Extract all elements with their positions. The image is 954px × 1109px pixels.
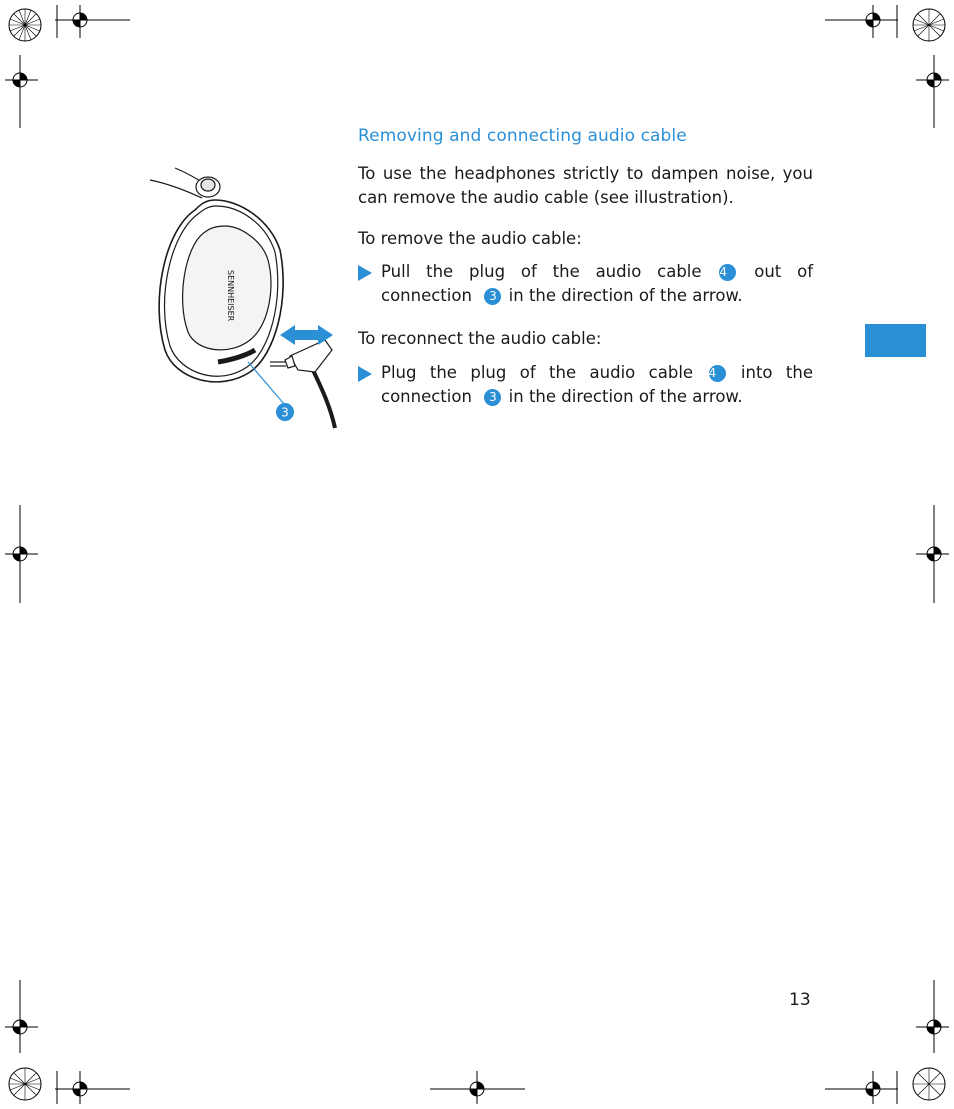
- remove-label: To remove the audio cable:: [358, 229, 582, 248]
- callout-badge: 4: [709, 365, 726, 382]
- brand-logo-text: SENNHEISER: [226, 270, 235, 322]
- reconnect-step-line2: connection 3 in the direction of the arrow.: [381, 387, 743, 406]
- reconnect-label: To reconnect the audio cable:: [358, 329, 602, 348]
- chapter-tab-marker: [865, 324, 926, 357]
- bullet-arrow-icon: [358, 366, 372, 382]
- callout-badge: 3: [484, 288, 501, 305]
- remove-step-line1: Pull the plug of the audio cable 4 out of: [381, 262, 814, 281]
- reconnect-step: [358, 361, 813, 409]
- callout-badge: 4: [719, 264, 736, 281]
- callout-number: 3: [281, 405, 289, 420]
- remove-step-line2: connection 3 in the direction of the arrow.: [381, 286, 743, 305]
- intro-paragraph: To use the headphones strictly to dampen noise, you can remove the audio cable (see illustration).: [358, 164, 813, 207]
- section-heading: Removing and connecting audio cable: [358, 126, 687, 146]
- headphone-illustration: [140, 160, 340, 430]
- reconnect-step-line1: Plug the plug of the audio cable 4 into the: [381, 363, 814, 382]
- remove-step: [358, 260, 813, 308]
- bullet-arrow-icon: [358, 265, 372, 281]
- callout-badge: 3: [484, 389, 501, 406]
- page-number: 13: [789, 990, 811, 1010]
